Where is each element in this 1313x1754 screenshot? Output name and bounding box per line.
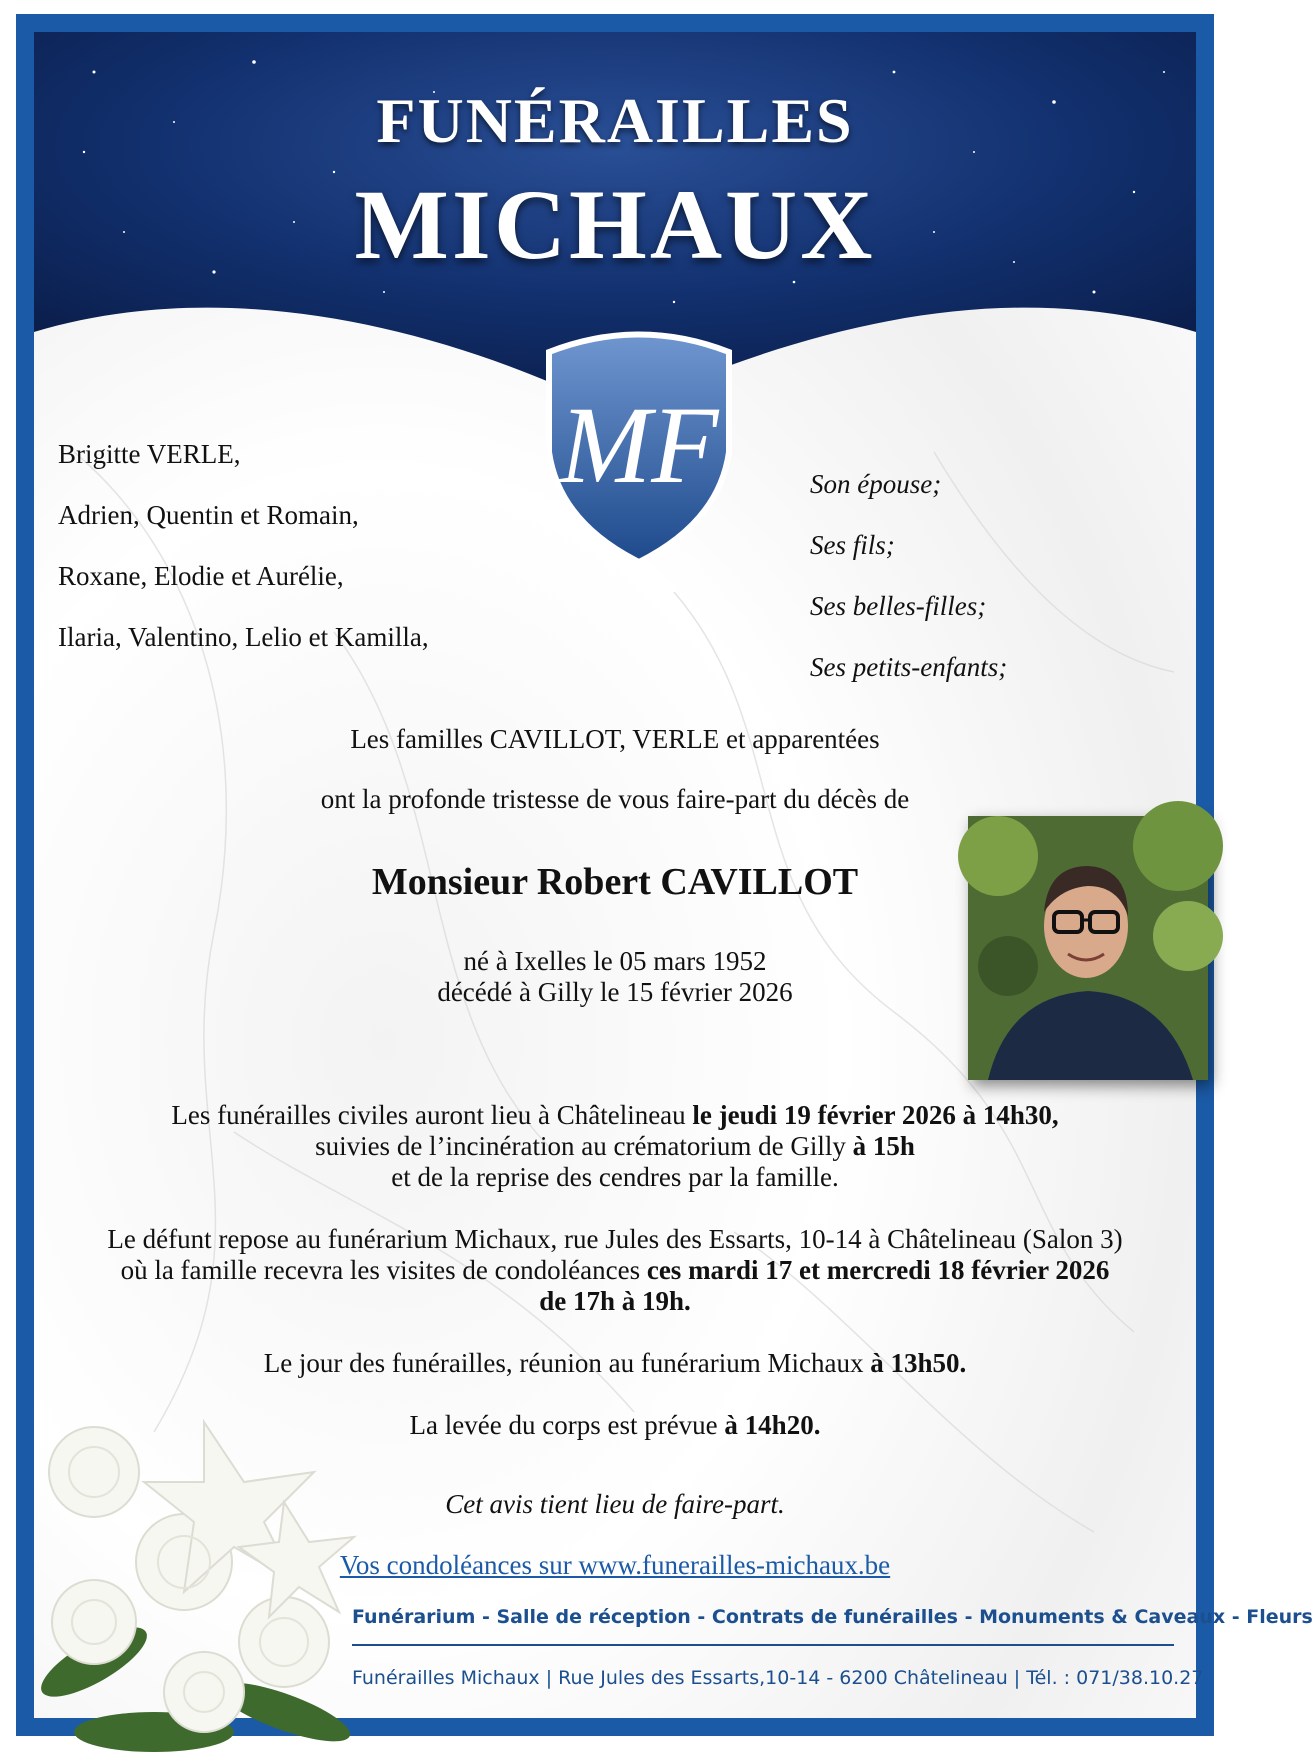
footer-divider — [352, 1644, 1174, 1646]
white-flowers-image — [34, 1362, 374, 1754]
visit-hours: de 17h à 19h. — [539, 1286, 691, 1316]
details-text: Le défunt repose au funérarium Michaux, rue Jules des Essarts, 10-14 à Châtelineau (Salon 3) — [107, 1224, 1123, 1254]
family-name: Brigitte VERLE, — [58, 439, 241, 469]
details-paragraph-2 — [34, 1224, 1196, 1317]
death-line: décédé à Gilly le 15 février 2026 — [437, 977, 793, 1007]
meeting-time: à 13h50. — [870, 1348, 967, 1378]
notice-frame — [16, 14, 1313, 1736]
address-footer: Funérailles Michaux | Rue Jules des Essarts,10-14 - 6200 Châtelineau | Tél. : 071/38.10.27 — [352, 1667, 1204, 1689]
details-text: Le jour des funérailles, réunion au funérarium Michaux — [263, 1348, 871, 1378]
notice-text: Cet avis tient lieu de faire-part. — [445, 1489, 785, 1519]
family-name: Adrien, Quentin et Romain, — [58, 500, 359, 530]
removal-time: à 14h20. — [724, 1410, 821, 1440]
details-text: La levée du corps est prévue — [409, 1410, 725, 1440]
details-paragraph-1 — [34, 1100, 1196, 1193]
family-relation: Ses belles-filles; — [810, 591, 987, 621]
details-text: suivies de l’incinération au crématorium de Gilly — [315, 1131, 853, 1161]
announcement-sadness: ont la profonde tristesse de vous faire-part du décès de — [320, 784, 910, 814]
condolences-link[interactable]: Vos condoléances sur www.funerailles-michaux.be — [339, 1550, 891, 1580]
logo-letters: MF — [559, 384, 719, 506]
family-name: Roxane, Elodie et Aurélie, — [58, 561, 344, 591]
deceased-name: Monsieur Robert CAVILLOT — [371, 861, 859, 903]
birth-line: né à Ixelles le 05 mars 1952 — [463, 946, 767, 976]
title-michaux: MICHAUX — [354, 169, 876, 280]
title-funerailles: FUNÉRAILLES — [376, 85, 854, 156]
family-relations — [810, 454, 1007, 698]
mf-shield-logo — [539, 322, 739, 572]
details-text: où la famille recevra les visites de condoléances — [120, 1255, 647, 1285]
family-relation: Ses fils; — [810, 530, 895, 560]
family-name: Ilaria, Valentino, Lelio et Kamilla, — [58, 622, 429, 652]
details-text: et de la reprise des cendres par la famille. — [391, 1162, 839, 1192]
deceased-portrait — [968, 816, 1208, 1080]
services-footer: Funérarium - Salle de réception - Contrats de funérailles - Monuments & Caveaux - Fleurs — [352, 1606, 1313, 1628]
announcement-families: Les familles CAVILLOT, VERLE et apparentées — [350, 724, 880, 754]
family-relation: Son épouse; — [810, 469, 942, 499]
visit-dates: ces mardi 17 et mercredi 18 février 2026 — [646, 1255, 1110, 1285]
ceremony-date: le jeudi 19 février 2026 à 14h30, — [692, 1100, 1059, 1130]
family-names — [58, 424, 429, 668]
details-text: Les funérailles civiles auront lieu à Châtelineau — [171, 1100, 693, 1130]
cremation-time: à 15h — [852, 1131, 915, 1161]
family-relation: Ses petits-enfants; — [810, 652, 1008, 682]
